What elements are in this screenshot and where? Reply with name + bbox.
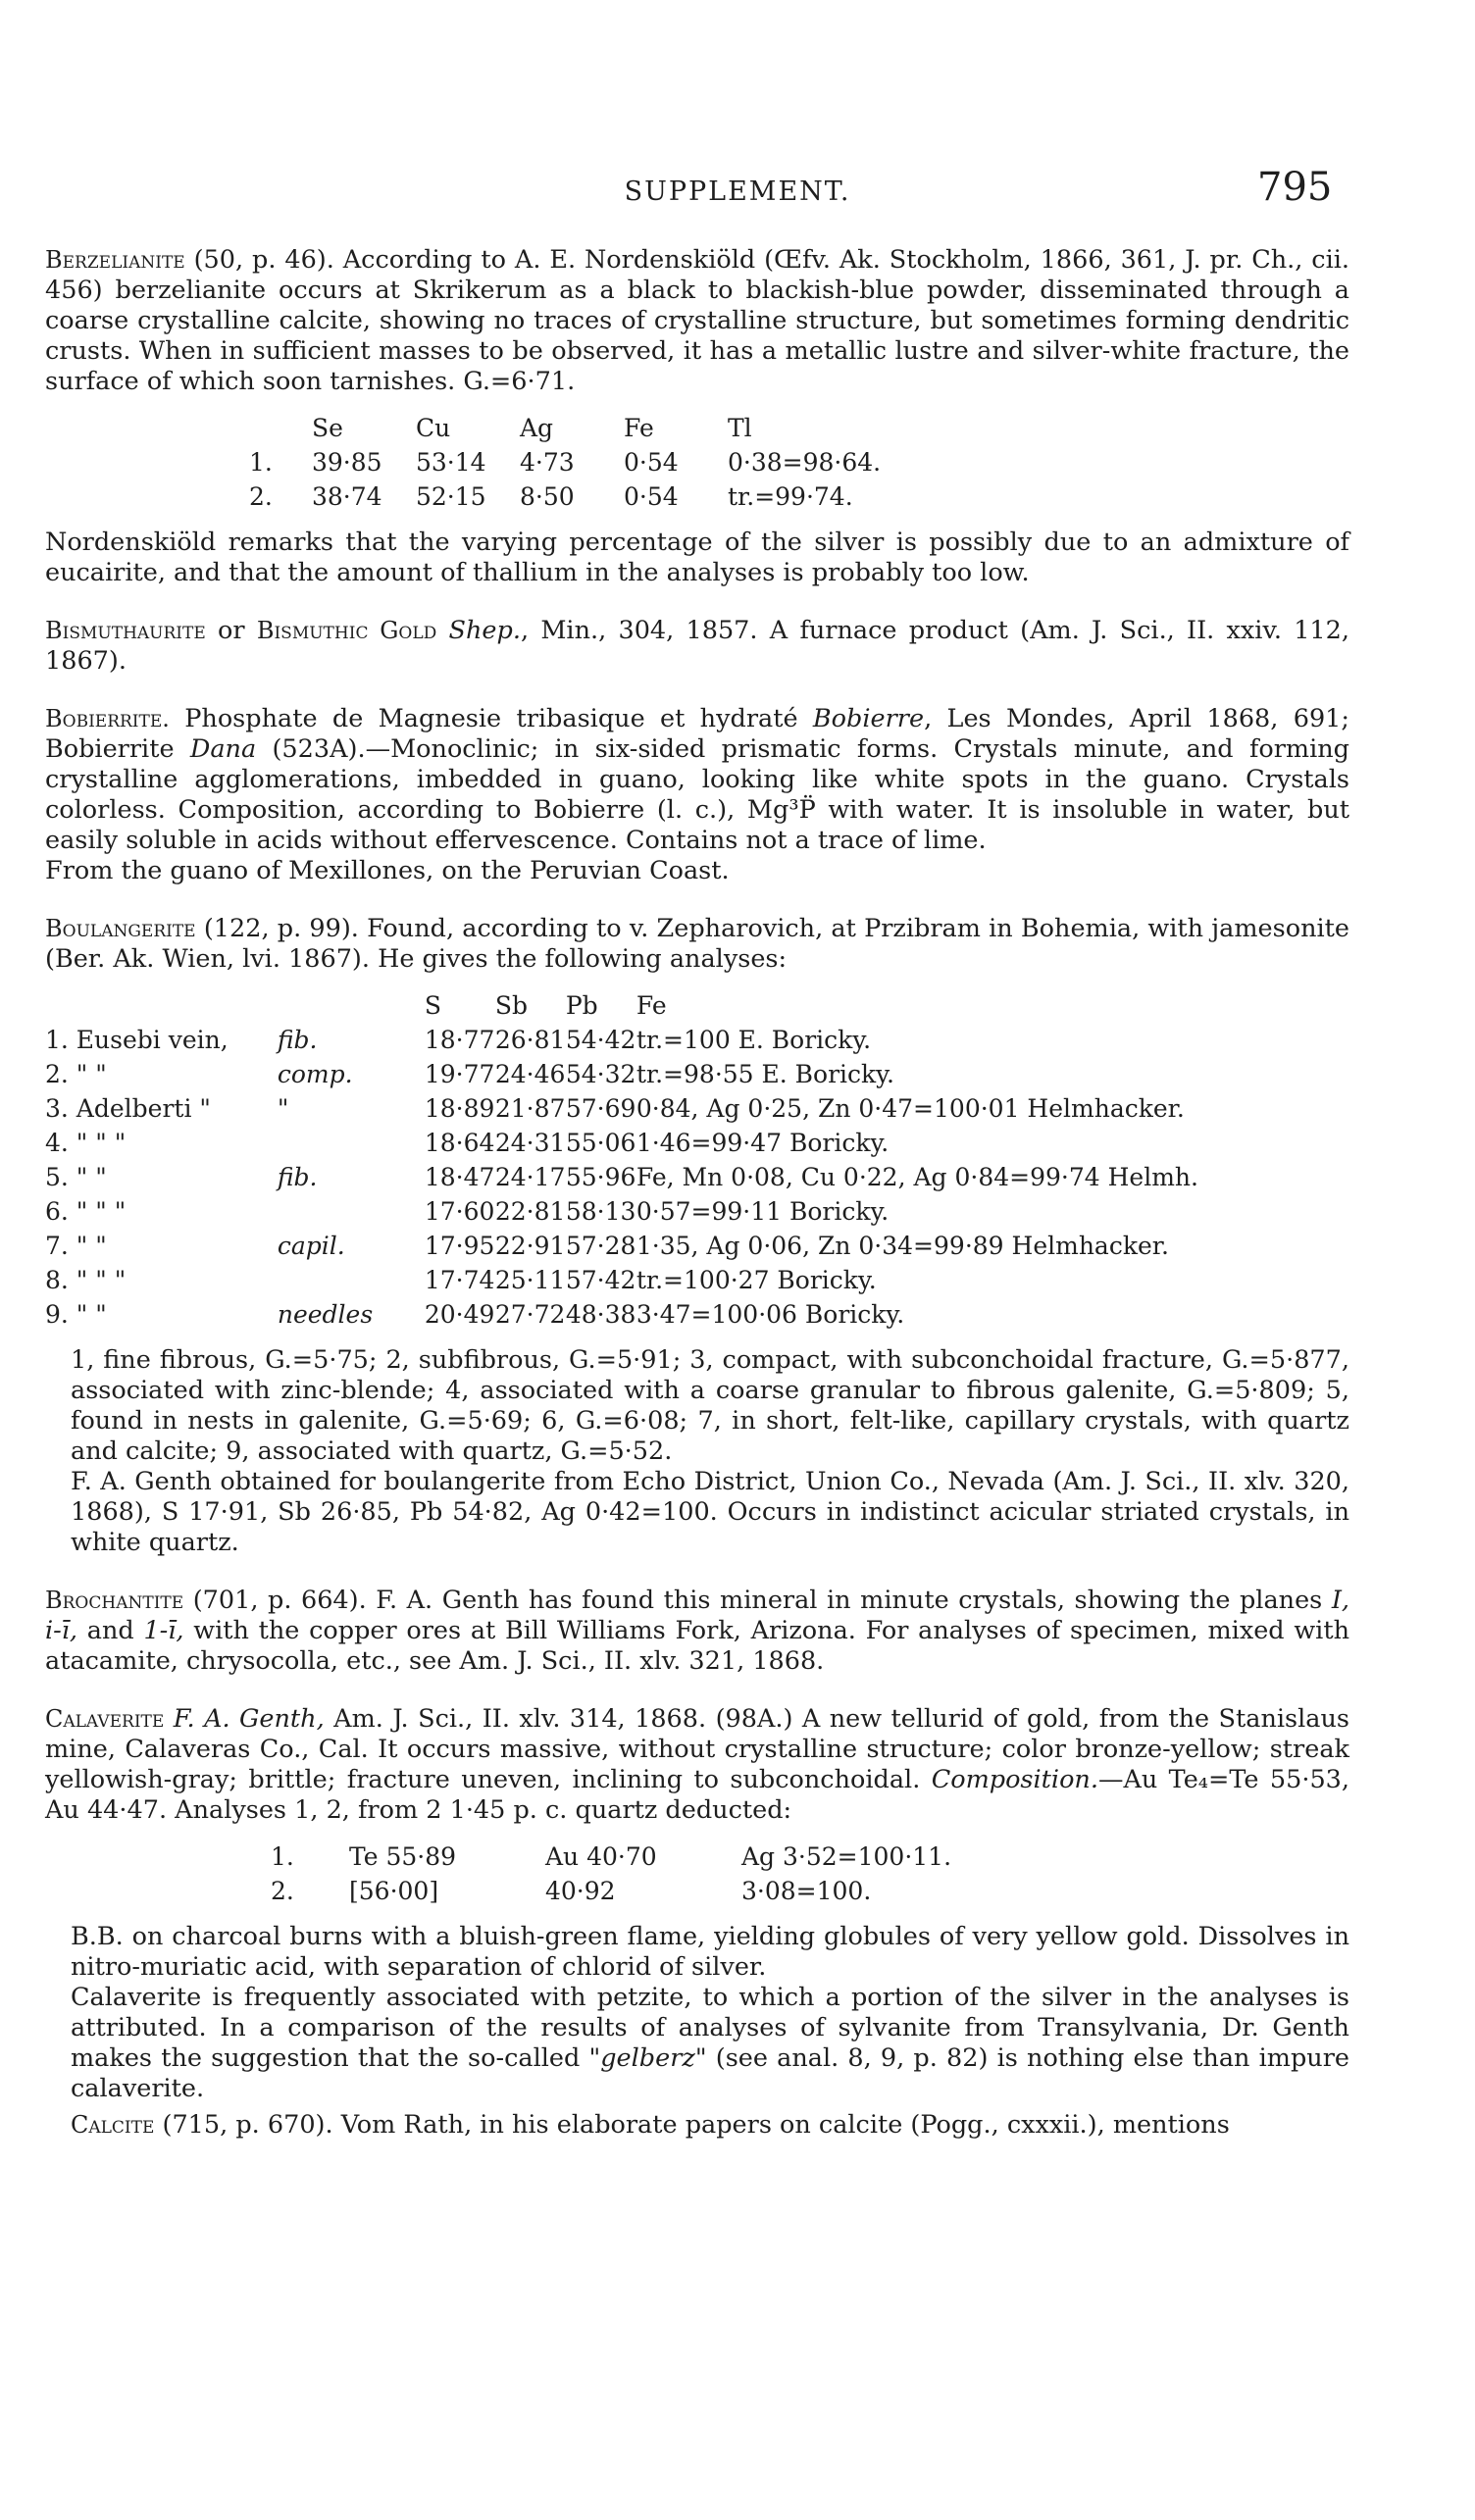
bismuthaurite-paragraph bbox=[45, 616, 1349, 677]
entry-calcite bbox=[45, 2110, 1349, 2141]
variety-cell: needles bbox=[277, 1300, 374, 1329]
column-header: S bbox=[424, 991, 441, 1020]
author: Shep. bbox=[448, 616, 521, 645]
cell: Au 40·70 bbox=[545, 1842, 657, 1871]
column-header: Ag bbox=[520, 414, 554, 442]
berzelianite-analysis-table bbox=[249, 411, 881, 514]
variety-cell: " bbox=[277, 1094, 289, 1123]
table-row bbox=[45, 1057, 1349, 1091]
column-header: Pb bbox=[565, 991, 598, 1020]
table-row bbox=[271, 1874, 951, 1908]
boulangerite-genth-note: F. A. Genth obtained for boulangerite from Echo District, Union Co., Nevada (Am. J. Sci., II. xlv. 320, 1868), S 17·91, Sb 26·85, Pb 54·82, Ag 0·42=100. Occurs in indistinct acicular striated crystals, in white quartz. bbox=[71, 1467, 1349, 1557]
table-row bbox=[249, 479, 881, 514]
author: Bobierre bbox=[812, 704, 925, 733]
cell: 54·42 bbox=[565, 1026, 636, 1054]
cell: 58·13 bbox=[565, 1197, 636, 1226]
cell: 18·77 bbox=[424, 1026, 495, 1054]
cell: 55·96 bbox=[565, 1163, 636, 1191]
cell: tr.=100 E. Boricky. bbox=[636, 1026, 872, 1054]
entry-text: with the copper ores at Bill Williams Fork, Arizona. For analyses of specimen, mixed with atacamite, chrysocolla, etc., see Am. J. Sci., II. xlv. 321, 1868. bbox=[45, 1616, 1349, 1676]
cell: 38·74 bbox=[312, 482, 382, 511]
variety-cell: comp. bbox=[277, 1060, 353, 1088]
cell: [56·00] bbox=[349, 1877, 439, 1905]
cell: 8·50 bbox=[520, 482, 575, 511]
bobierrite-locality: From the guano of Mexillones, on the Peruvian Coast. bbox=[45, 856, 730, 885]
mineral-name: Boulangerite bbox=[45, 915, 196, 942]
mineral-name: Calaverite bbox=[45, 1705, 165, 1733]
composition-label: Composition. bbox=[931, 1765, 1098, 1794]
cell: 54·32 bbox=[565, 1060, 636, 1088]
mineral-name: Bobierrite. bbox=[45, 705, 170, 732]
cell: 52·15 bbox=[416, 482, 486, 511]
cell: 27·72 bbox=[494, 1300, 566, 1329]
cell: 17·95 bbox=[424, 1232, 495, 1260]
running-head: SUPPLEMENT. bbox=[624, 176, 851, 207]
cell: 17·60 bbox=[424, 1197, 495, 1226]
entry-text: (523A).—Monoclinic; in six-sided prismatic forms. Crystals minute, and forming crystalline agglomerations, imbedded in guano, looking like white spots in the guano. Crystals colorless. Composition, according to Bobierre (l. c.), Mg³P̈ with water. It is insoluble in water, but easily soluble in acids without effervescence. Contains not a trace of lime. bbox=[45, 734, 1350, 855]
cell: 1·35, Ag 0·06, Zn 0·34=99·89 Helmhacker. bbox=[636, 1232, 1169, 1260]
variety-cell: capil. bbox=[277, 1232, 345, 1260]
site-cell: 6. " " " bbox=[45, 1197, 127, 1226]
column-header: Tl bbox=[728, 414, 752, 442]
entry-bismuthaurite bbox=[45, 616, 1349, 677]
entry-text: , Les Mondes, April 1868, 691; Bobierrite bbox=[45, 704, 1349, 764]
entry-text: (122, p. 99). Found, according to v. Zepharovich, at Przibram in Bohemia, with jamesonite (Ber. Ak. Wien, lvi. 1867). He gives the following analyses: bbox=[45, 914, 1349, 974]
mineral-name: Calcite bbox=[71, 2111, 155, 2139]
site-cell: 7. " " bbox=[45, 1232, 107, 1260]
cell: 18·47 bbox=[424, 1163, 495, 1191]
table-row bbox=[45, 1091, 1349, 1126]
entry-text: (50, p. 46). According to A. E. Nordenskiöld (Œfv. Ak. Stockholm, 1866, 361, J. pr. Ch., cii. 456) berzelianite occurs at Skrikerum as a black to blackish-blue powder, disseminated through a coarse crystalline calcite, showing no traces of crystalline structure, but sometimes forming dendritic crusts. When in sufficient masses to be observed, it has a metallic lustre and silver-white fracture, the surface of which soon tarnishes. G.=6·71. bbox=[45, 245, 1349, 396]
cell: 57·28 bbox=[565, 1232, 636, 1260]
cell: 21·87 bbox=[494, 1094, 566, 1123]
site-cell: 8. " " " bbox=[45, 1266, 127, 1294]
column-header: Sb bbox=[494, 991, 528, 1020]
boulangerite-paragraph bbox=[45, 914, 1349, 975]
brochantite-paragraph bbox=[45, 1586, 1349, 1677]
site-cell: 4. " " " bbox=[45, 1129, 127, 1157]
cell: 57·42 bbox=[565, 1266, 636, 1294]
cell: 53·14 bbox=[416, 448, 486, 477]
table-row bbox=[45, 1023, 1349, 1057]
cell: tr.=99·74. bbox=[728, 482, 853, 511]
entry-calaverite bbox=[45, 1704, 1349, 2104]
bobierrite-paragraph bbox=[45, 704, 1349, 856]
table-row bbox=[249, 445, 881, 479]
row-number: 2. bbox=[249, 482, 273, 511]
crystal-planes: I, i-ī, bbox=[45, 1586, 1349, 1645]
author: F. A. Genth, bbox=[173, 1704, 325, 1734]
table-row bbox=[45, 1297, 1349, 1332]
entry-text: —Au Te₄=Te 55·53, Au 44·47. Analyses 1, 2, from 2 1·45 p. c. quartz deducted: bbox=[45, 1765, 1349, 1825]
cell: 22·91 bbox=[494, 1232, 566, 1260]
mineral-name: Brochantite bbox=[45, 1587, 184, 1614]
cell: 40·92 bbox=[545, 1877, 616, 1905]
cell: tr.=100·27 Boricky. bbox=[636, 1266, 877, 1294]
column-header: Fe bbox=[624, 414, 654, 442]
entry-text: (715, p. 670). Vom Rath, in his elaborate papers on calcite (Pogg., cxxxii.), mentions bbox=[154, 2110, 1230, 2140]
cell: 4·73 bbox=[520, 448, 575, 477]
cell: 26·81 bbox=[494, 1026, 566, 1054]
entry-text: , Min., 304, 1857. A furnace product (Am. J. Sci., II. xxiv. 112, 1867). bbox=[45, 616, 1349, 676]
table-header-row bbox=[249, 411, 881, 445]
cell: 0·54 bbox=[624, 482, 679, 511]
site-cell: 5. " " bbox=[45, 1163, 107, 1191]
entry-text: " (see anal. 8, 9, p. 82) is nothing else than impure calaverite. bbox=[71, 2043, 1349, 2103]
entry-boulangerite bbox=[45, 914, 1349, 1558]
site-cell: 9. " " bbox=[45, 1300, 107, 1329]
cell: 55·06 bbox=[565, 1129, 636, 1157]
column-header: Cu bbox=[416, 414, 451, 442]
boulangerite-analysis-table bbox=[45, 988, 1349, 1332]
calcite-paragraph bbox=[45, 2110, 1349, 2141]
cell: 25·11 bbox=[494, 1266, 566, 1294]
berzelianite-note: Nordenskiöld remarks that the varying percentage of the silver is possibly due to an admixture of eucairite, and that the amount of thallium in the analyses is probably too low. bbox=[45, 528, 1349, 587]
berzelianite-paragraph bbox=[45, 245, 1349, 397]
cell: 18·89 bbox=[424, 1094, 495, 1123]
cell: 0·84, Ag 0·25, Zn 0·47=100·01 Helmhacker. bbox=[636, 1094, 1185, 1123]
page-number: 795 bbox=[1257, 165, 1333, 210]
table-row bbox=[45, 1229, 1349, 1263]
entry-text: and bbox=[77, 1616, 144, 1645]
column-header: Fe bbox=[636, 991, 667, 1020]
calaverite-paragraph bbox=[45, 1704, 1349, 1826]
cell: Ag 3·52=100·11. bbox=[741, 1842, 952, 1871]
entry-text: or bbox=[205, 616, 257, 645]
cell: Fe, Mn 0·08, Cu 0·22, Ag 0·84=99·74 Helmh. bbox=[636, 1163, 1198, 1191]
entry-bobierrite bbox=[45, 704, 1349, 886]
cell: 0·57=99·11 Boricky. bbox=[636, 1197, 890, 1226]
site-cell: 2. " " bbox=[45, 1060, 107, 1088]
table-row bbox=[45, 1126, 1349, 1160]
cell: 1·46=99·47 Boricky. bbox=[636, 1129, 890, 1157]
entry-text: Calaverite is frequently associated with petzite, to which a portion of the silver in the analyses is attributed. In a comparison of the results of analyses of sylvanite from Transylvania, Dr. Genth makes the suggestion that the so-called " bbox=[71, 1983, 1349, 2073]
gelberz-term: gelberz bbox=[600, 2043, 695, 2073]
cell: Te 55·89 bbox=[349, 1842, 457, 1871]
variety-cell: fib. bbox=[277, 1163, 318, 1191]
cell: 57·69 bbox=[565, 1094, 636, 1123]
cell: 39·85 bbox=[312, 448, 382, 477]
row-number: 2. bbox=[271, 1877, 294, 1905]
table-row bbox=[45, 1263, 1349, 1297]
crystal-planes: 1-ī, bbox=[143, 1616, 184, 1645]
entry-brochantite bbox=[45, 1586, 1349, 1677]
table-header-row bbox=[45, 988, 1349, 1023]
site-cell: 1. Eusebi vein, bbox=[45, 1026, 229, 1054]
entry-text: (701, p. 664). F. A. Genth has found this mineral in minute crystals, showing the planes bbox=[183, 1586, 1332, 1615]
cell: 24·31 bbox=[494, 1129, 566, 1157]
cell: 22·81 bbox=[494, 1197, 566, 1226]
entry-text: Am. J. Sci., II. xlv. 314, 1868. (98A.) A new tellurid of gold, from the Stanislaus mine, Calaveras Co., Cal. It occurs massive, without crystalline structure; color bronze-yellow; streak yellowish-gray; brittle; fracture uneven, inclining to subconchoidal. bbox=[45, 1704, 1349, 1794]
cell: 17·74 bbox=[424, 1266, 495, 1294]
cell: tr.=98·55 E. Boricky. bbox=[636, 1060, 894, 1088]
calaverite-petzite-note bbox=[45, 1983, 1349, 2104]
cell: 24·17 bbox=[494, 1163, 566, 1191]
cell: 0·54 bbox=[624, 448, 679, 477]
variety-cell: fib. bbox=[277, 1026, 318, 1054]
cell: 3·47=100·06 Boricky. bbox=[636, 1300, 905, 1329]
content bbox=[45, 245, 1349, 2168]
mineral-name: Bismuthaurite bbox=[45, 617, 206, 644]
entry-berzelianite bbox=[45, 245, 1349, 588]
table-row bbox=[45, 1160, 1349, 1194]
table-row bbox=[45, 1194, 1349, 1229]
calaverite-analysis-table bbox=[271, 1840, 951, 1908]
boulangerite-note: 1, fine fibrous, G.=5·75; 2, subfibrous, G.=5·91; 3, compact, with subconchoidal fracture, G.=5·877, associated with zinc-blende; 4, associated with a coarse granular to fibrous galenite, G.=5·809; 5, found in nests in galenite, G.=5·69; 6, G.=6·08; 7, in short, felt-like, capillary crystals, with quartz and calcite; 9, associated with quartz, G.=5·52. bbox=[71, 1345, 1349, 1466]
row-number: 1. bbox=[271, 1842, 294, 1871]
cell: 0·38=98·64. bbox=[728, 448, 882, 477]
cell: 48·38 bbox=[565, 1300, 636, 1329]
cell: 19·77 bbox=[424, 1060, 495, 1088]
column-header: Se bbox=[312, 414, 343, 442]
site-cell: 3. Adelberti " bbox=[45, 1094, 211, 1123]
cell: 3·08=100. bbox=[741, 1877, 872, 1905]
entry-text: Phosphate de Magnesie tribasique et hydraté bbox=[169, 704, 813, 733]
mineral-alt-name: Bismuthic Gold bbox=[256, 617, 437, 644]
mineral-name: Berzelianite bbox=[45, 246, 185, 274]
row-number: 1. bbox=[249, 448, 273, 477]
table-row bbox=[271, 1840, 951, 1874]
author: Dana bbox=[189, 734, 257, 764]
cell: 20·49 bbox=[424, 1300, 495, 1329]
cell: 24·46 bbox=[494, 1060, 566, 1088]
cell: 18·64 bbox=[424, 1129, 495, 1157]
calaverite-bb-note: B.B. on charcoal burns with a bluish-green flame, yielding globules of very yellow gold. Dissolves in nitro-muriatic acid, with separation of chlorid of silver. bbox=[71, 1922, 1349, 1982]
